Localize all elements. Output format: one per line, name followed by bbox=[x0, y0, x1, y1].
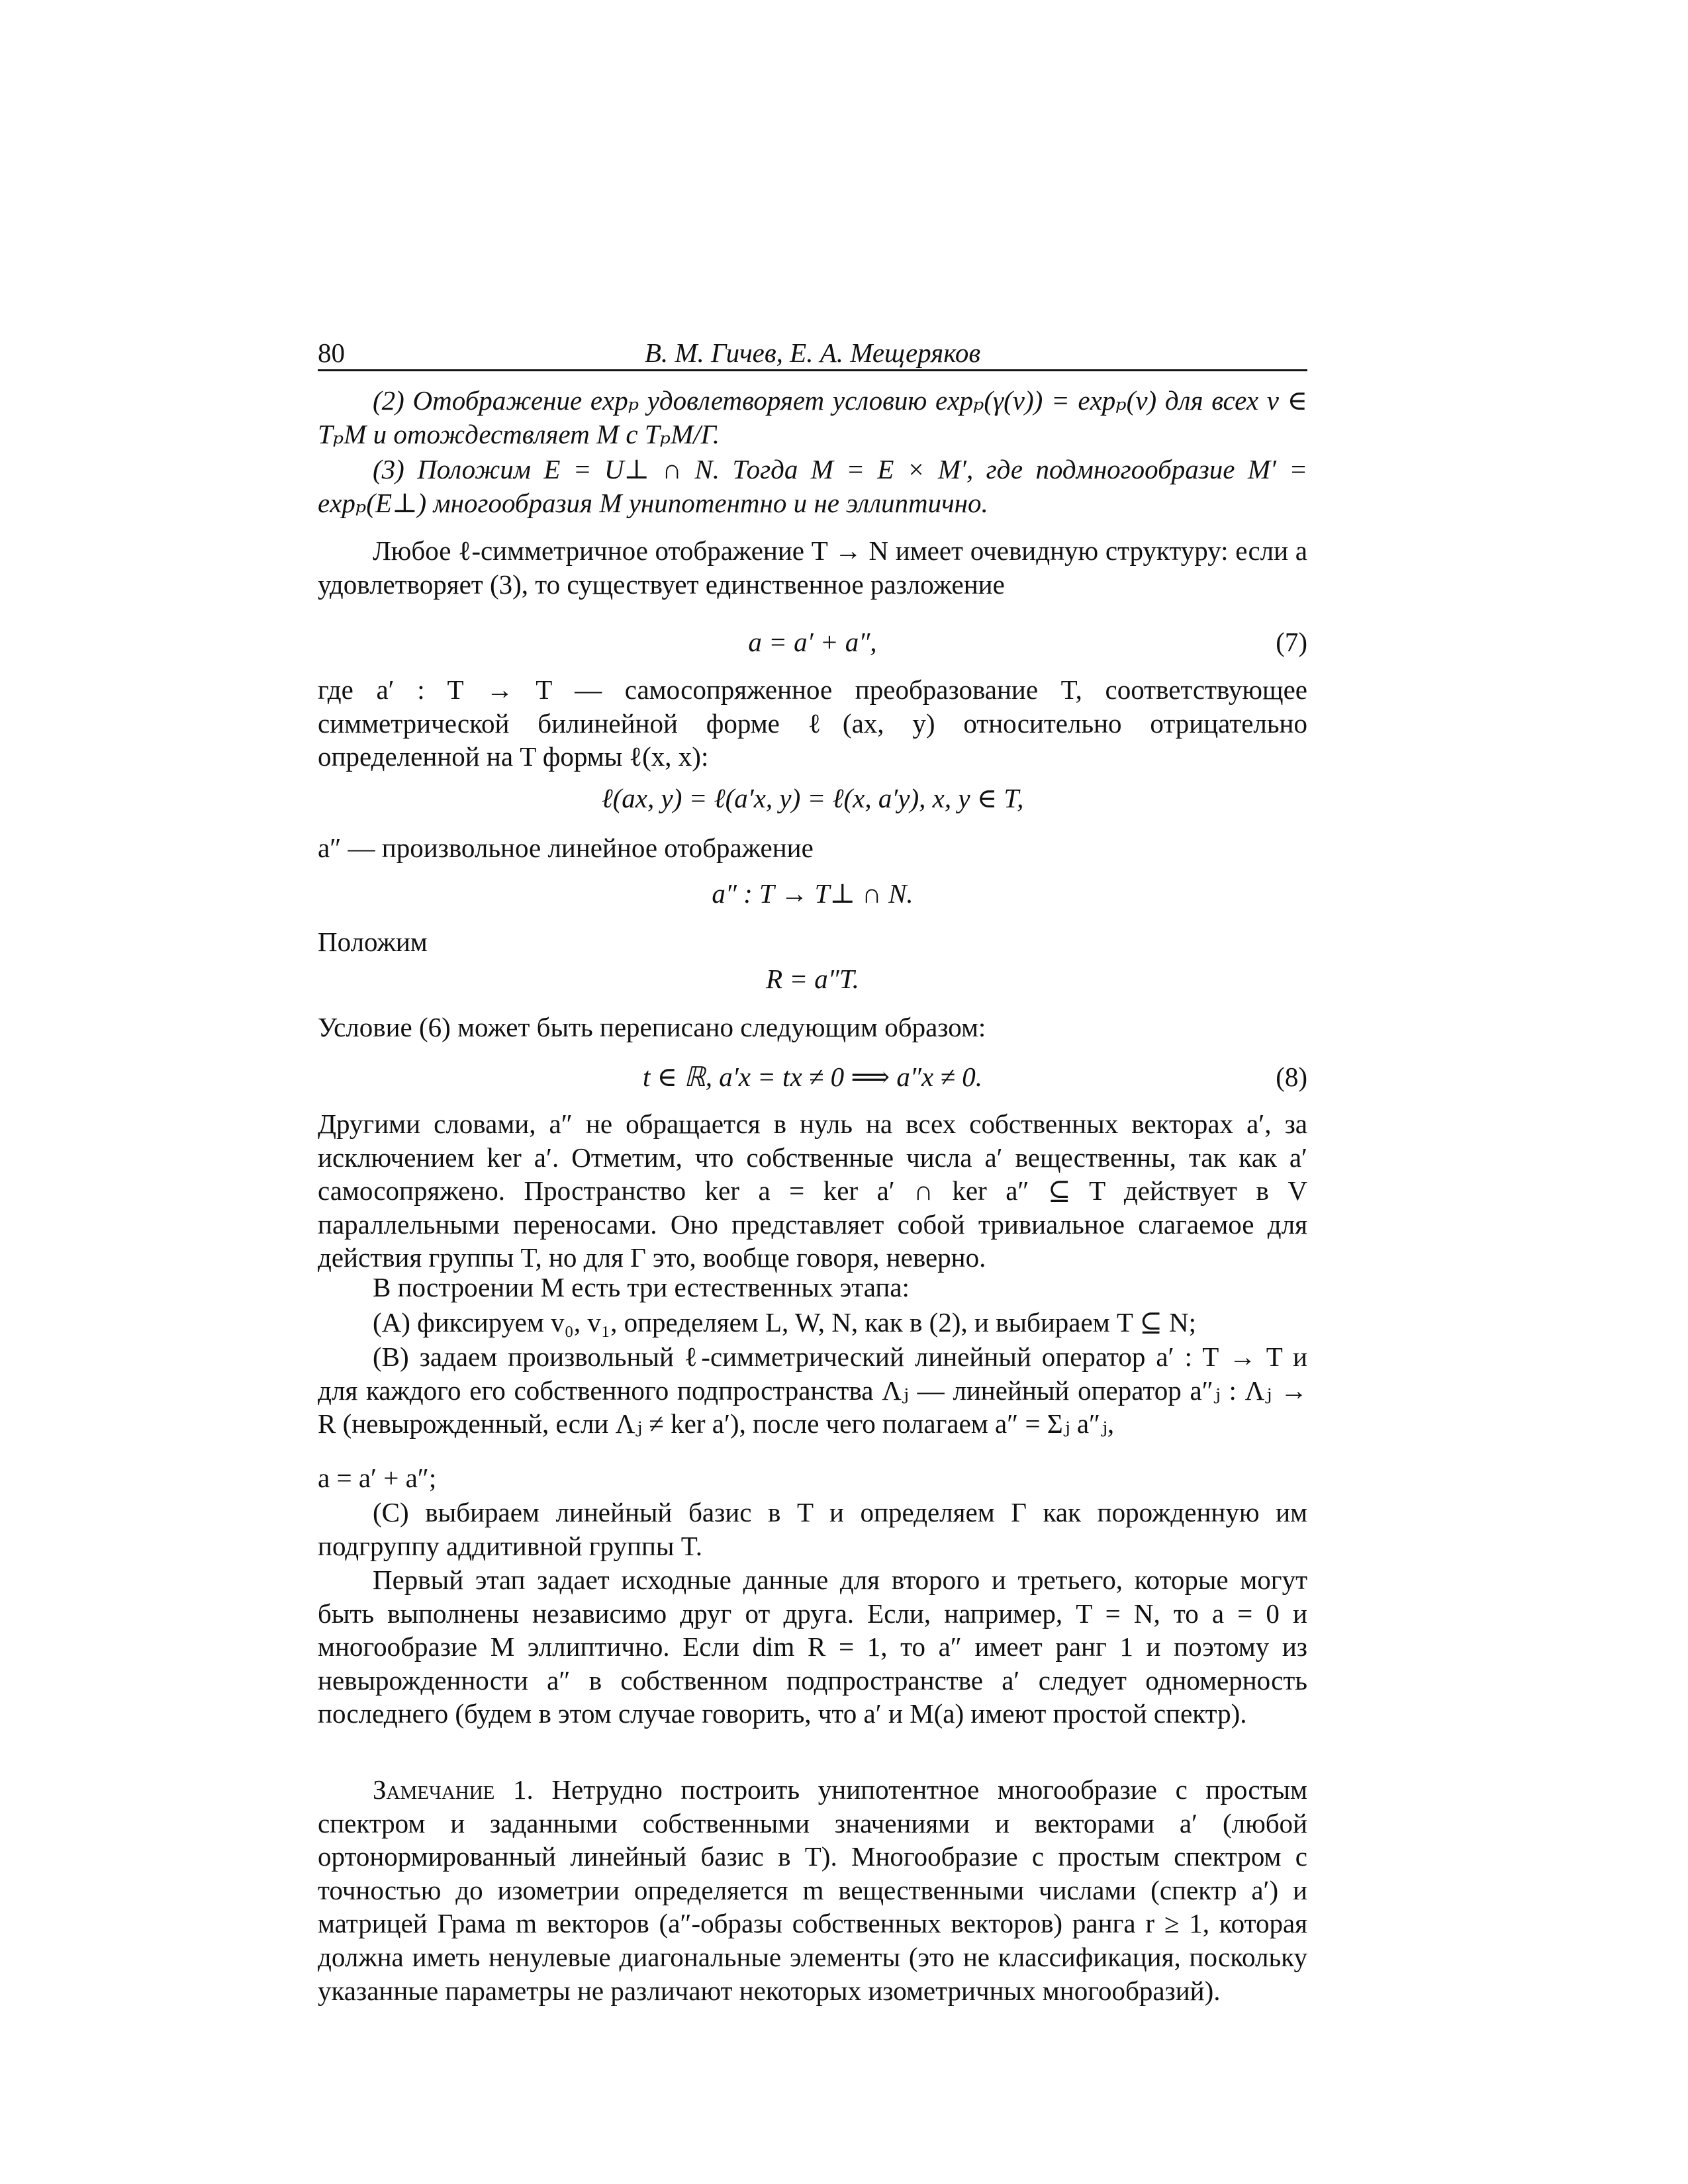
paragraph: Положим bbox=[318, 927, 428, 957]
paragraph: Любое ℓ-симметричное отображение T → N имеет очевидную структуру: если a удовлетворяет (3), то существует единственное разложение bbox=[318, 535, 1307, 600]
equation: ℓ(ax, y) = ℓ(a′x, y) = ℓ(x, a′y), x, y ∈ T, bbox=[601, 783, 1024, 813]
paragraph: Первый этап задает исходные данные для второго и третьего, которые могут быть выполнены независимо друг от друга. Если, например, T = N, то a = 0 и многообразие M эллиптично. Если dim R = 1, то a″ имеет ранг 1 и поэтому из невырожденности a″ в собственном подпространстве a′ следует одномерность последнего (будем в этом случае говорить, что a′ и M(a) имеют простой спектр). bbox=[318, 1565, 1307, 1729]
equation-7 bbox=[318, 625, 1307, 659]
step-c: (C) выбираем линейный базис в T и определяем Γ как порожденную им подгруппу аддитивной группы T. bbox=[318, 1497, 1307, 1561]
equation-body: a = a′ + a″, bbox=[748, 627, 877, 657]
equation-8 bbox=[318, 1060, 1307, 1094]
equation: a″ : T → T⊥ ∩ N. bbox=[712, 878, 914, 909]
remark-text: Нетрудно построить унипотентное многообразие с простым спектром и заданными собственными значениями и векторами a′ (любой ортонормированный линейный базис в T). Многообразие с простым спектром с точностью до изометрии определяется m вещественными числами (спектр a′) и матрицей Грама m векторов (a″-образы собственных векторов) ранга r ≥ 1, которая должна иметь ненулевые диагональные элементы (это не классификация, поскольку указанные параметры не различают некоторых изометричных многообразий). bbox=[318, 1774, 1307, 2006]
remark-label: Замечание 1. bbox=[373, 1774, 534, 1805]
step-b: (B) задаем произвольный ℓ-симметрический линейный оператор a′ : T → T и для каждого его собственного подпространства Λⱼ — линейный оператор a″ⱼ : Λⱼ → R (невырожденный, если Λⱼ ≠ ker a′), после чего полагаем a″ = Σⱼ a″ⱼ, bbox=[318, 1342, 1307, 1439]
theorem-item-3: (3) Положим E = U⊥ ∩ N. Тогда M = E × M′, где подмногообразие M′ = expₚ(E⊥) многообразия M унипотентно и не эллиптично. bbox=[318, 454, 1307, 518]
theorem-item-2: (2) Отображение expₚ удовлетворяет условию expₚ(γ(v)) = expₚ(v) для всех v ∈ TₚM и отождествляет M с TₚM/Γ. bbox=[318, 385, 1307, 449]
step-b-tail: a = a′ + a″; bbox=[318, 1463, 437, 1493]
equation-body: t ∈ ℝ, a′x = tx ≠ 0 ⟹ a″x ≠ 0. bbox=[643, 1062, 982, 1092]
running-title: В. М. Гичев, Е. А. Мещеряков bbox=[644, 338, 981, 368]
paragraph: a″ — произвольное линейное отображение bbox=[318, 833, 814, 863]
equation-number: (8) bbox=[1276, 1062, 1307, 1092]
header-rule bbox=[318, 369, 1307, 371]
equation-number: (7) bbox=[1276, 627, 1307, 657]
remark-1 bbox=[318, 1773, 1307, 2007]
page-number: 80 bbox=[318, 338, 345, 368]
paragraph: где a′ : T → T — самосопряженное преобразование T, соответствующее симметрической билинейной форме ℓ(ax, y) относительно отрицательно определенной на T формы ℓ(x, x): bbox=[318, 674, 1307, 772]
page-header bbox=[318, 336, 1307, 369]
paragraph: В построении M есть три естественных этапа: bbox=[373, 1272, 910, 1302]
step-a: (A) фиксируем v₀, v₁, определяем L, W, N, как в (2), и выбираем T ⊆ N; bbox=[373, 1307, 1197, 1338]
paragraph: Другими словами, a″ не обращается в нуль на всех собственных векторах a′, за исключением ker a′. Отметим, что собственные числа a′ вещественны, так как a′ самосопряжено. Пространство ker a = ker a′ ∩ ker a″ ⊆ T действует в V параллельными переносами. Оно представляет собой тривиальное слагаемое для действия группы T, но для Γ это, вообще говоря, неверно. bbox=[318, 1109, 1307, 1273]
equation: R = a″T. bbox=[766, 964, 859, 994]
paragraph: Условие (6) может быть переписано следующим образом: bbox=[318, 1012, 986, 1042]
